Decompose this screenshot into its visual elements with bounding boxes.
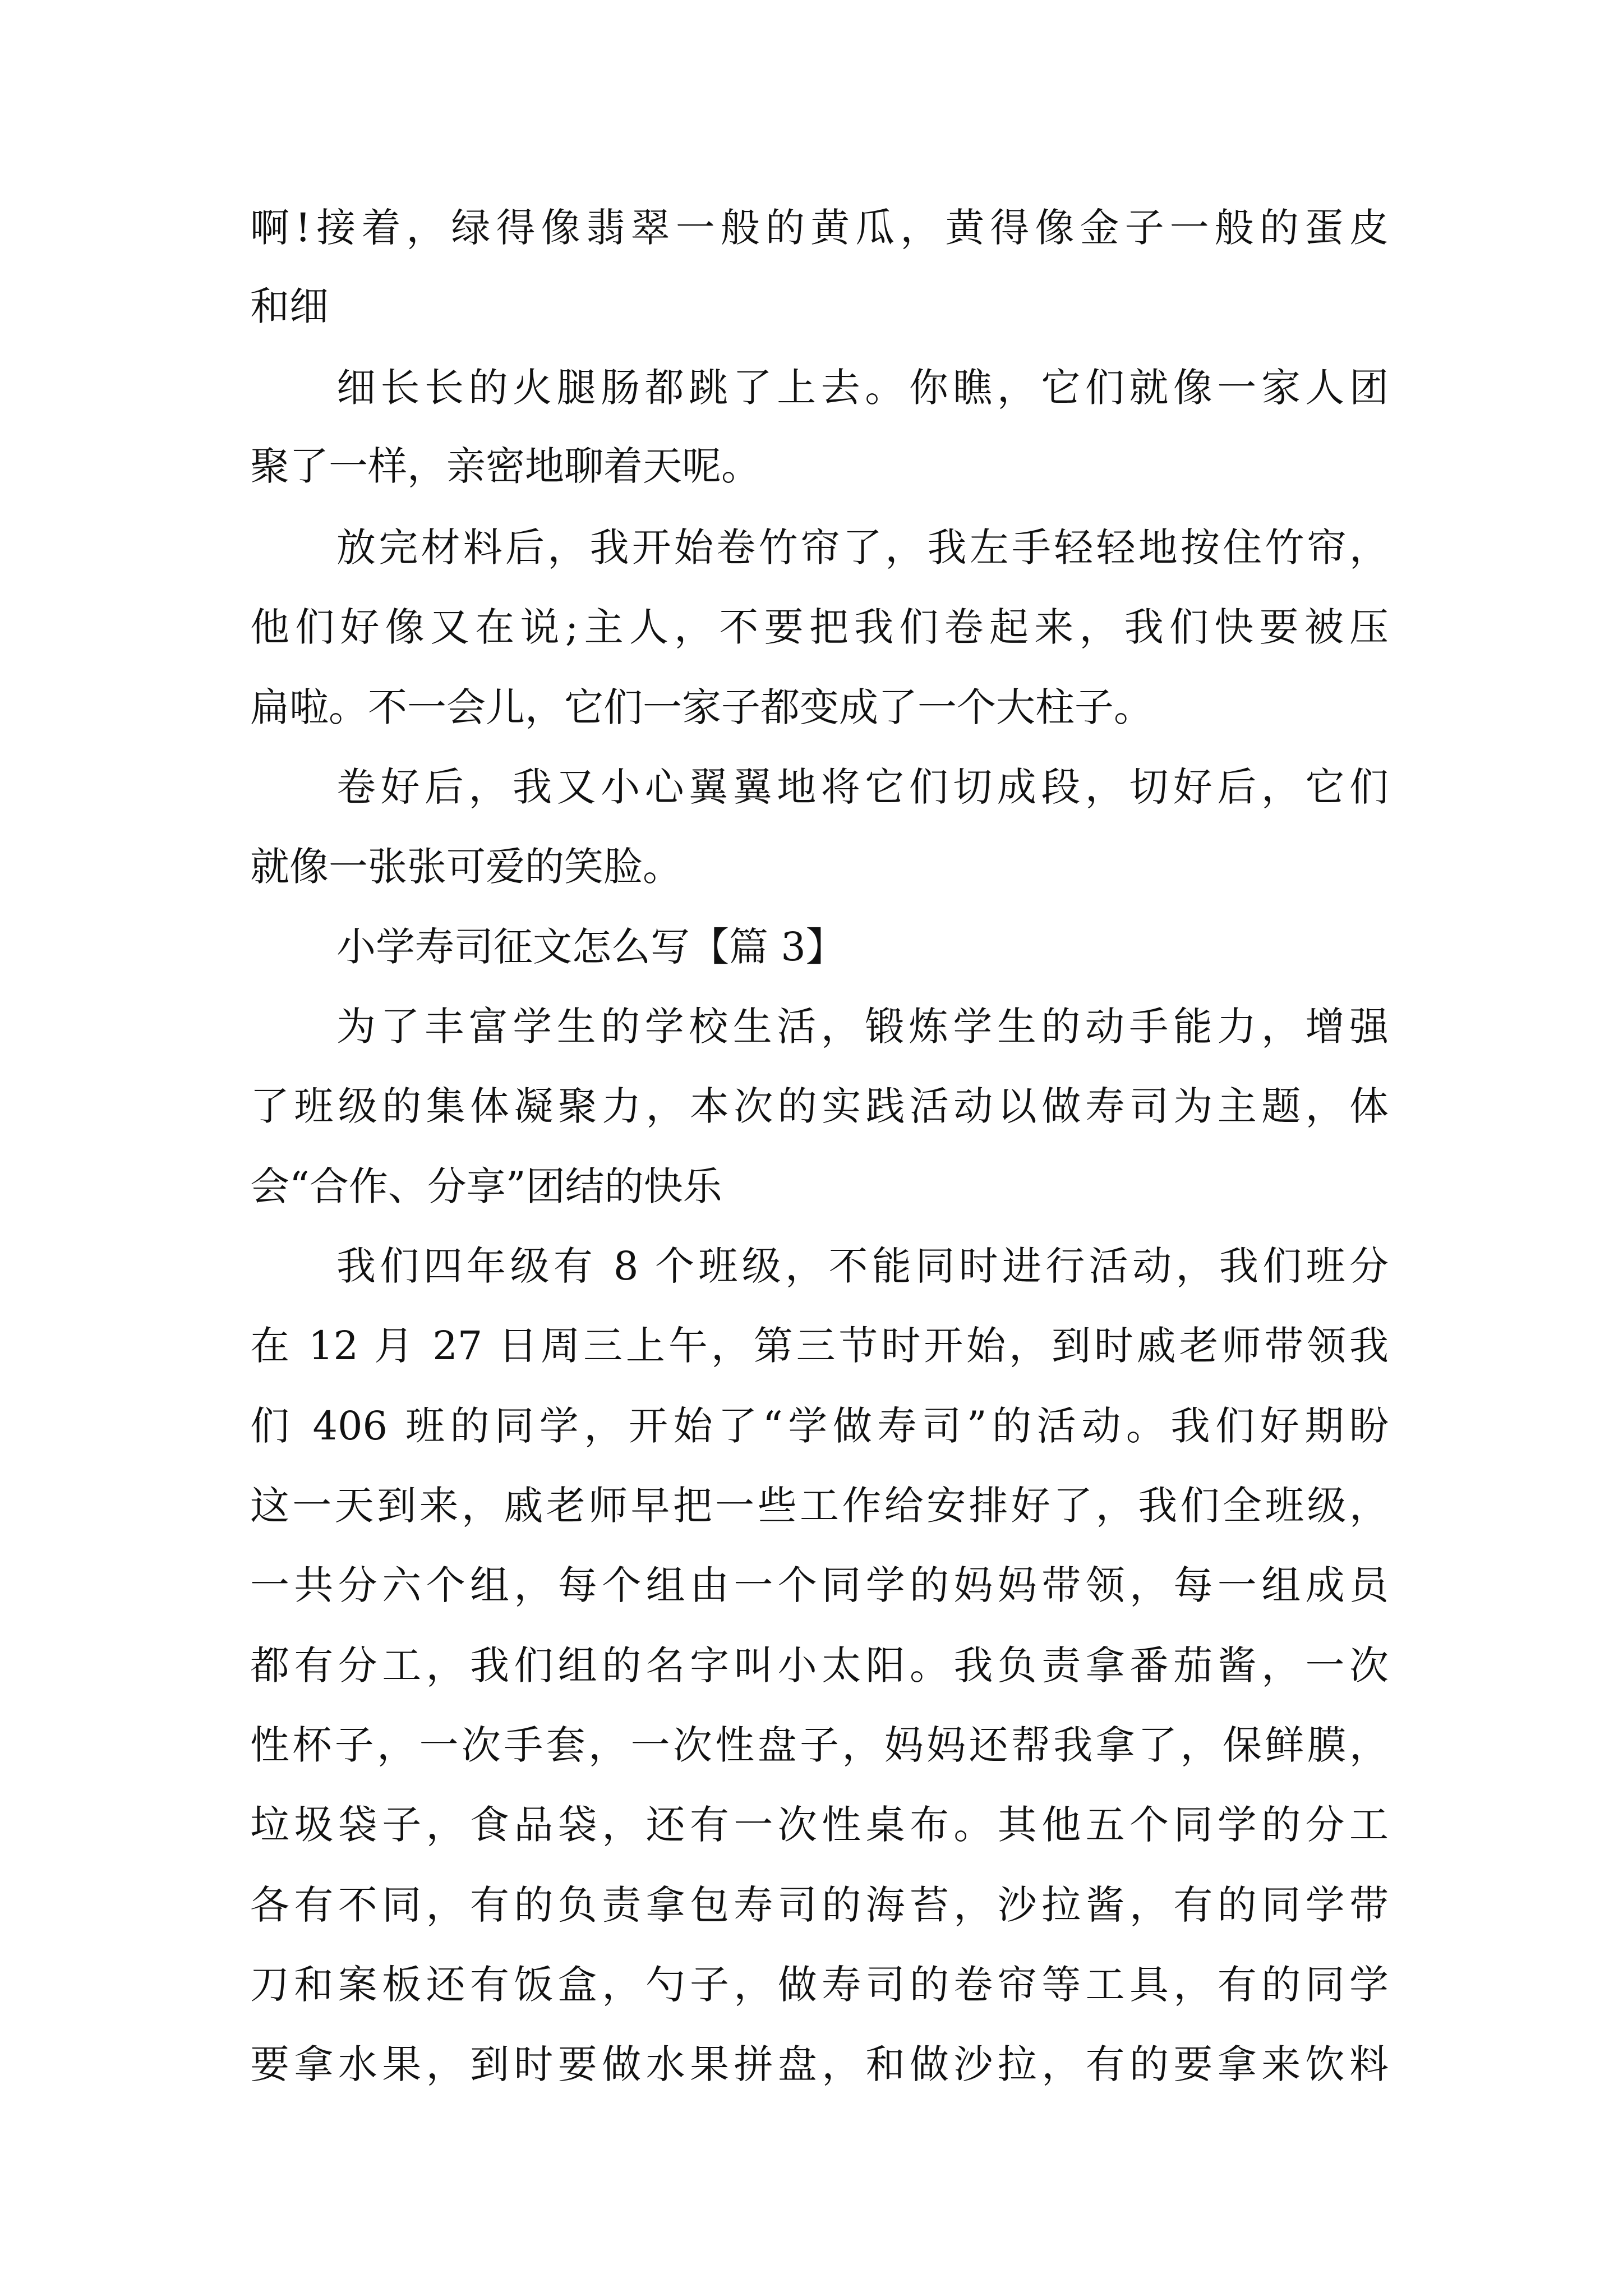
text-line-18: 一共分六个组，每个组由一个同学的妈妈带领，每一组成员 [250,1562,1389,1608]
text-line-15: 在 12 月 27 日周三上午，第三节时开始，到时戚老师带领我 [250,1323,1389,1369]
text-line-22: 各有不同，有的负责拿包寿司的海苔，沙拉酱，有的同学带 [250,1882,1389,1928]
text-line-24: 要拿水果，到时要做水果拼盘，和做沙拉，有的要拿来饮料 [250,2041,1389,2087]
text-line-14: 我们四年级有 8 个班级，不能同时进行活动，我们班分 [336,1243,1389,1289]
text-line-12: 了班级的集体凝聚力，本次的实践活动以做寿司为主题，体 [250,1083,1389,1129]
text-line-19: 都有分工，我们组的名字叫小太阳。我负责拿番茄酱，一次 [250,1642,1389,1688]
text-line-4: 聚了一样，亲密地聊着天呢。 [250,443,760,489]
text-line-9: 就像一张张可爱的笑脸。 [250,844,682,890]
text-line-21: 垃圾袋子，食品袋，还有一次性桌布。其他五个同学的分工 [250,1802,1389,1848]
text-line-8: 卷好后，我又小心翼翼地将它们切成段，切好后，它们 [336,764,1389,810]
text-line-2: 和细 [250,283,329,329]
text-line-1: 啊!接着，绿得像翡翠一般的黄瓜，黄得像金子一般的蛋皮 [250,205,1389,251]
section-heading: 小学寿司征文怎么写【篇 3】 [336,924,845,970]
text-line-16: 们 406 班的同学，开始了“学做寿司”的活动。我们好期盼 [250,1403,1389,1449]
text-line-17: 这一天到来，戚老师早把一些工作给安排好了，我们全班级， [250,1483,1389,1529]
text-line-5: 放完材料后，我开始卷竹帘了，我左手轻轻地按住竹帘， [336,524,1389,570]
text-line-7: 扁啦。不一会儿，它们一家子都变成了一个大柱子。 [250,684,1153,730]
text-line-6: 他们好像又在说;主人，不要把我们卷起来，我们快要被压 [250,604,1389,650]
text-line-13: 会“合作、分享”团结的快乐 [250,1163,722,1209]
text-line-20: 性杯子，一次手套，一次性盘子，妈妈还帮我拿了，保鲜膜， [250,1722,1389,1768]
text-line-11: 为了丰富学生的学校生活，锻炼学生的动手能力，增强 [336,1004,1389,1050]
text-line-3: 细长长的火腿肠都跳了上去。你瞧，它们就像一家人团 [336,365,1389,411]
text-line-23: 刀和案板还有饭盒，勺子，做寿司的卷帘等工具，有的同学 [250,1962,1389,2008]
